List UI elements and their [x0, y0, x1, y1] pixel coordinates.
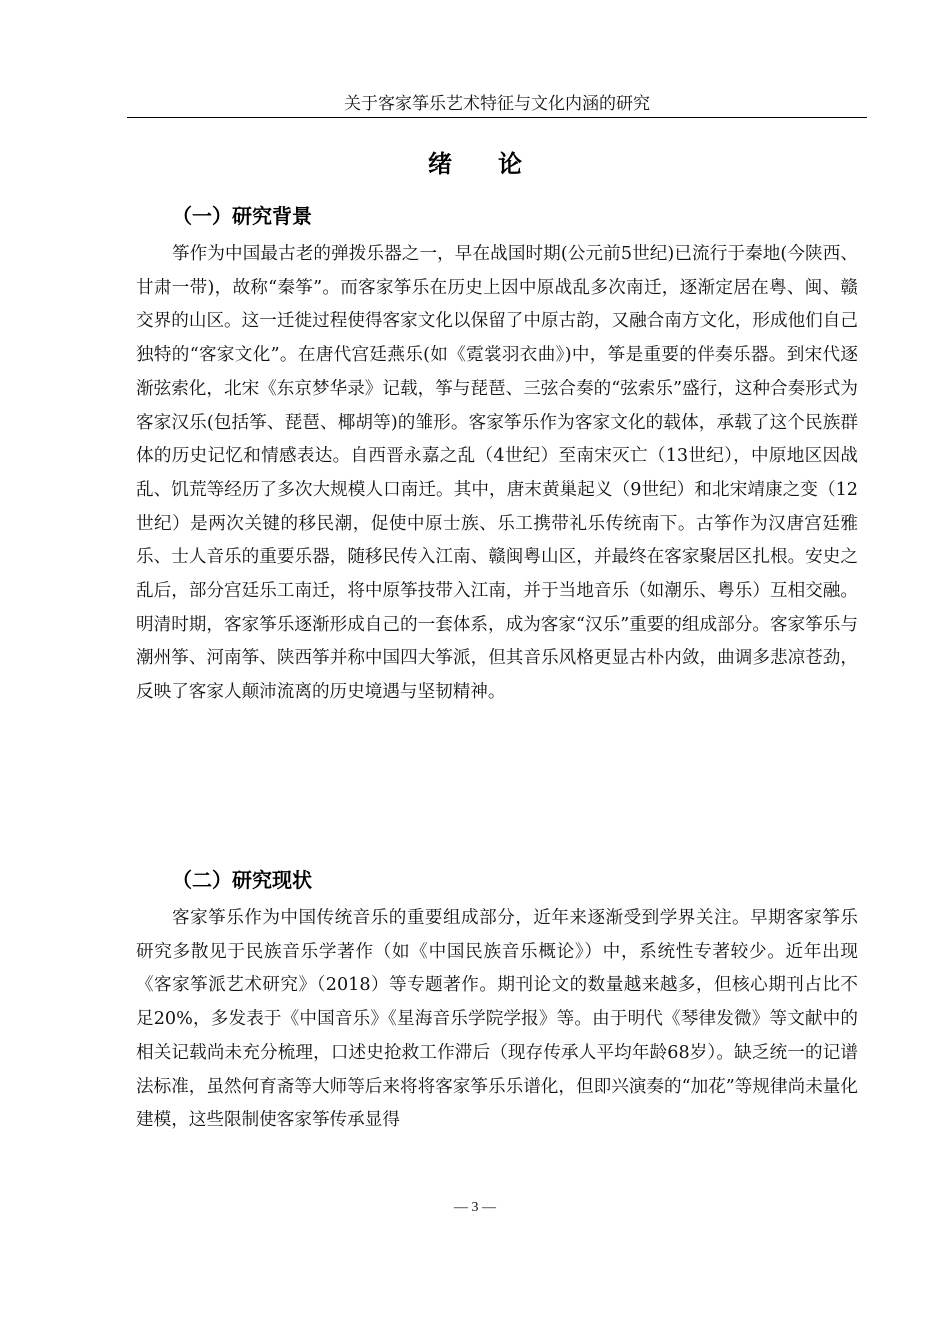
section-heading-current-state: （二）研究现状: [172, 868, 312, 892]
page-number: — 3 —: [454, 1200, 496, 1215]
section-heading-background: （一）研究背景: [172, 204, 312, 228]
running-header: 关于客家筝乐艺术特征与文化内涵的研究: [344, 94, 650, 114]
paragraph-background: 筝作为中国最古老的弹拨乐器之一，早在战国时期(公元前5世纪)已流行于秦地(今陕西、甘肃一带)，故称“秦筝”。而客家筝乐在历史上因中原战乱多次南迁，逐渐定居在粤、闽、赣交界的山区。这一迁徙过程使得客家文化以保留了中原古韵，又融合南方文化，形成他们自己独特的“客家文化”。在唐代宫廷燕乐(如《霓裳羽衣曲》)中，筝是重要的伴奏乐器。到宋代逐渐弦索化，北宋《东京梦华录》记载，筝与琵琶、三弦合奏的“弦索乐”盛行，这种合奏形式为客家汉乐(包括筝、琵琶、椰胡等)的雏形。客家筝乐作为客家文化的载体，承载了这个民族群体的历史记忆和情感表达。自西晋永嘉之乱（4世纪）至南宋灭亡（13世纪），中原地区因战乱、饥荒等经历了多次大规模人口南迁。其中，唐末黄巢起义（9世纪）和北宋靖康之变（12世纪）是两次关键的移民潮，促使中原士族、乐工携带礼乐传统南下。古筝作为汉唐宫廷雅乐、士人音乐的重要乐器，随移民传入江南、赣闽粤山区，并最终在客家聚居区扎根。安史之乱后，部分宫廷乐工南迁，将中原筝技带入江南，并于当地音乐（如潮乐、粤乐）互相交融。明清时期，客家筝乐逐渐形成自己的一套体系，成为客家“汉乐”重要的组成部分。客家筝乐与潮州筝、河南筝、陕西筝并称中国四大筝派，但其音乐风格更显古朴内敛，曲调多悲凉苍劲，反映了客家人颠沛流离的历史境遇与坚韧精神。: [136, 244, 858, 703]
paragraph-current-state: 客家筝乐作为中国传统音乐的重要组成部分，近年来逐渐受到学界关注。早期客家筝乐研究多散见于民族音乐学著作（如《中国民族音乐概论》）中，系统性专著较少。近年出现《客家筝派艺术研究》（2018）等专题著作。期刊论文的数量越来越多，但核心期刊占比不足20%，多发表于《中国音乐》《星海音乐学院学报》等。由于明代《琴律发微》等文献中的相关记载尚未充分梳理，口述史抢救工作滞后（现存传承人平均年龄68岁）。缺乏统一的记谱法标准，虽然何育斋等大师等后来将将客家筝乐乐谱化，但即兴演奏的“加花”等规律尚未量化建模，这些限制使客家筝传承显得: [136, 908, 858, 1131]
header-rule: [127, 117, 867, 118]
chapter-title: 绪论: [428, 150, 568, 178]
